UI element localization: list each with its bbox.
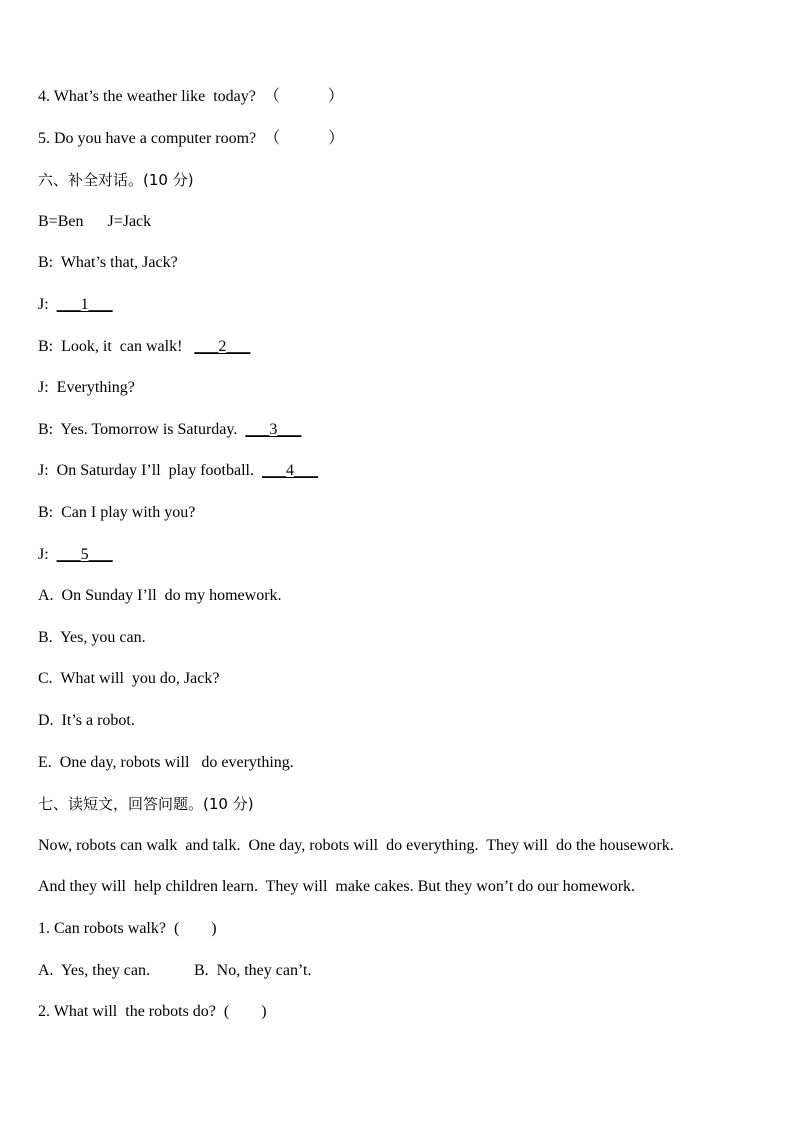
dialogue-line-6 [38, 461, 318, 481]
passage-line-2: And they will help children learn. They will make cakes. But they won’t do our homework. [38, 878, 636, 895]
section-7-heading: 七、读短文，回答问题。(10 分) [38, 795, 254, 813]
dialogue-line-5 [38, 420, 301, 440]
dialogue-text: B: Can I play with you? [38, 504, 196, 521]
dialogue-text: B: Yes. Tomorrow is Saturday. [38, 421, 246, 438]
dialogue-line-3 [38, 337, 250, 357]
question-4: 4. What’s the weather like today? （ ） [38, 88, 344, 105]
dialogue-line-4 [38, 378, 135, 398]
answer-option-b: B. No, they can’t. [194, 962, 312, 979]
dialogue-text: J: Everything? [38, 379, 135, 396]
blank-4[interactable]: ___4___ [261, 462, 318, 479]
dialogue-line-7 [38, 503, 195, 523]
dialogue-text: B: Look, it can walk! [38, 338, 195, 355]
dialogue-line-2 [38, 295, 113, 315]
option-b: B. Yes, you can. [38, 629, 146, 646]
reading-question-2: 2. What will the robots do? ( ) [38, 1003, 267, 1020]
section-6-heading: 六、补全对话。(10 分) [38, 171, 194, 189]
dialogue-text: J: [38, 546, 57, 563]
reading-question-1: 1. Can robots walk? ( ) [38, 920, 217, 937]
blank-5[interactable]: ___5___ [56, 546, 113, 563]
option-c: C. What will you do, Jack? [38, 670, 220, 687]
option-e: E. One day, robots will do everything. [38, 754, 294, 771]
question-5: 5. Do you have a computer room? （ ） [38, 130, 345, 147]
dialogue-line-1 [38, 253, 178, 273]
option-a: A. On Sunday I’ll do my homework. [38, 587, 282, 604]
blank-2[interactable]: ___2___ [194, 338, 251, 355]
blank-3[interactable]: ___3___ [245, 421, 302, 438]
role-legend: B=Ben J=Jack [38, 213, 152, 230]
passage-line-1: Now, robots can walk and talk. One day, robots will do everything. They will do the housework. [38, 837, 674, 854]
answer-option-a: A. Yes, they can. [38, 962, 150, 979]
reading-question-1-options [38, 961, 311, 981]
dialogue-text: J: [38, 296, 57, 313]
dialogue-line-8 [38, 545, 113, 565]
option-d: D. It’s a robot. [38, 712, 135, 729]
blank-1[interactable]: ___1___ [56, 296, 113, 313]
dialogue-text: B: What’s that, Jack? [38, 254, 178, 271]
dialogue-text: J: On Saturday I’ll play football. [38, 462, 262, 479]
